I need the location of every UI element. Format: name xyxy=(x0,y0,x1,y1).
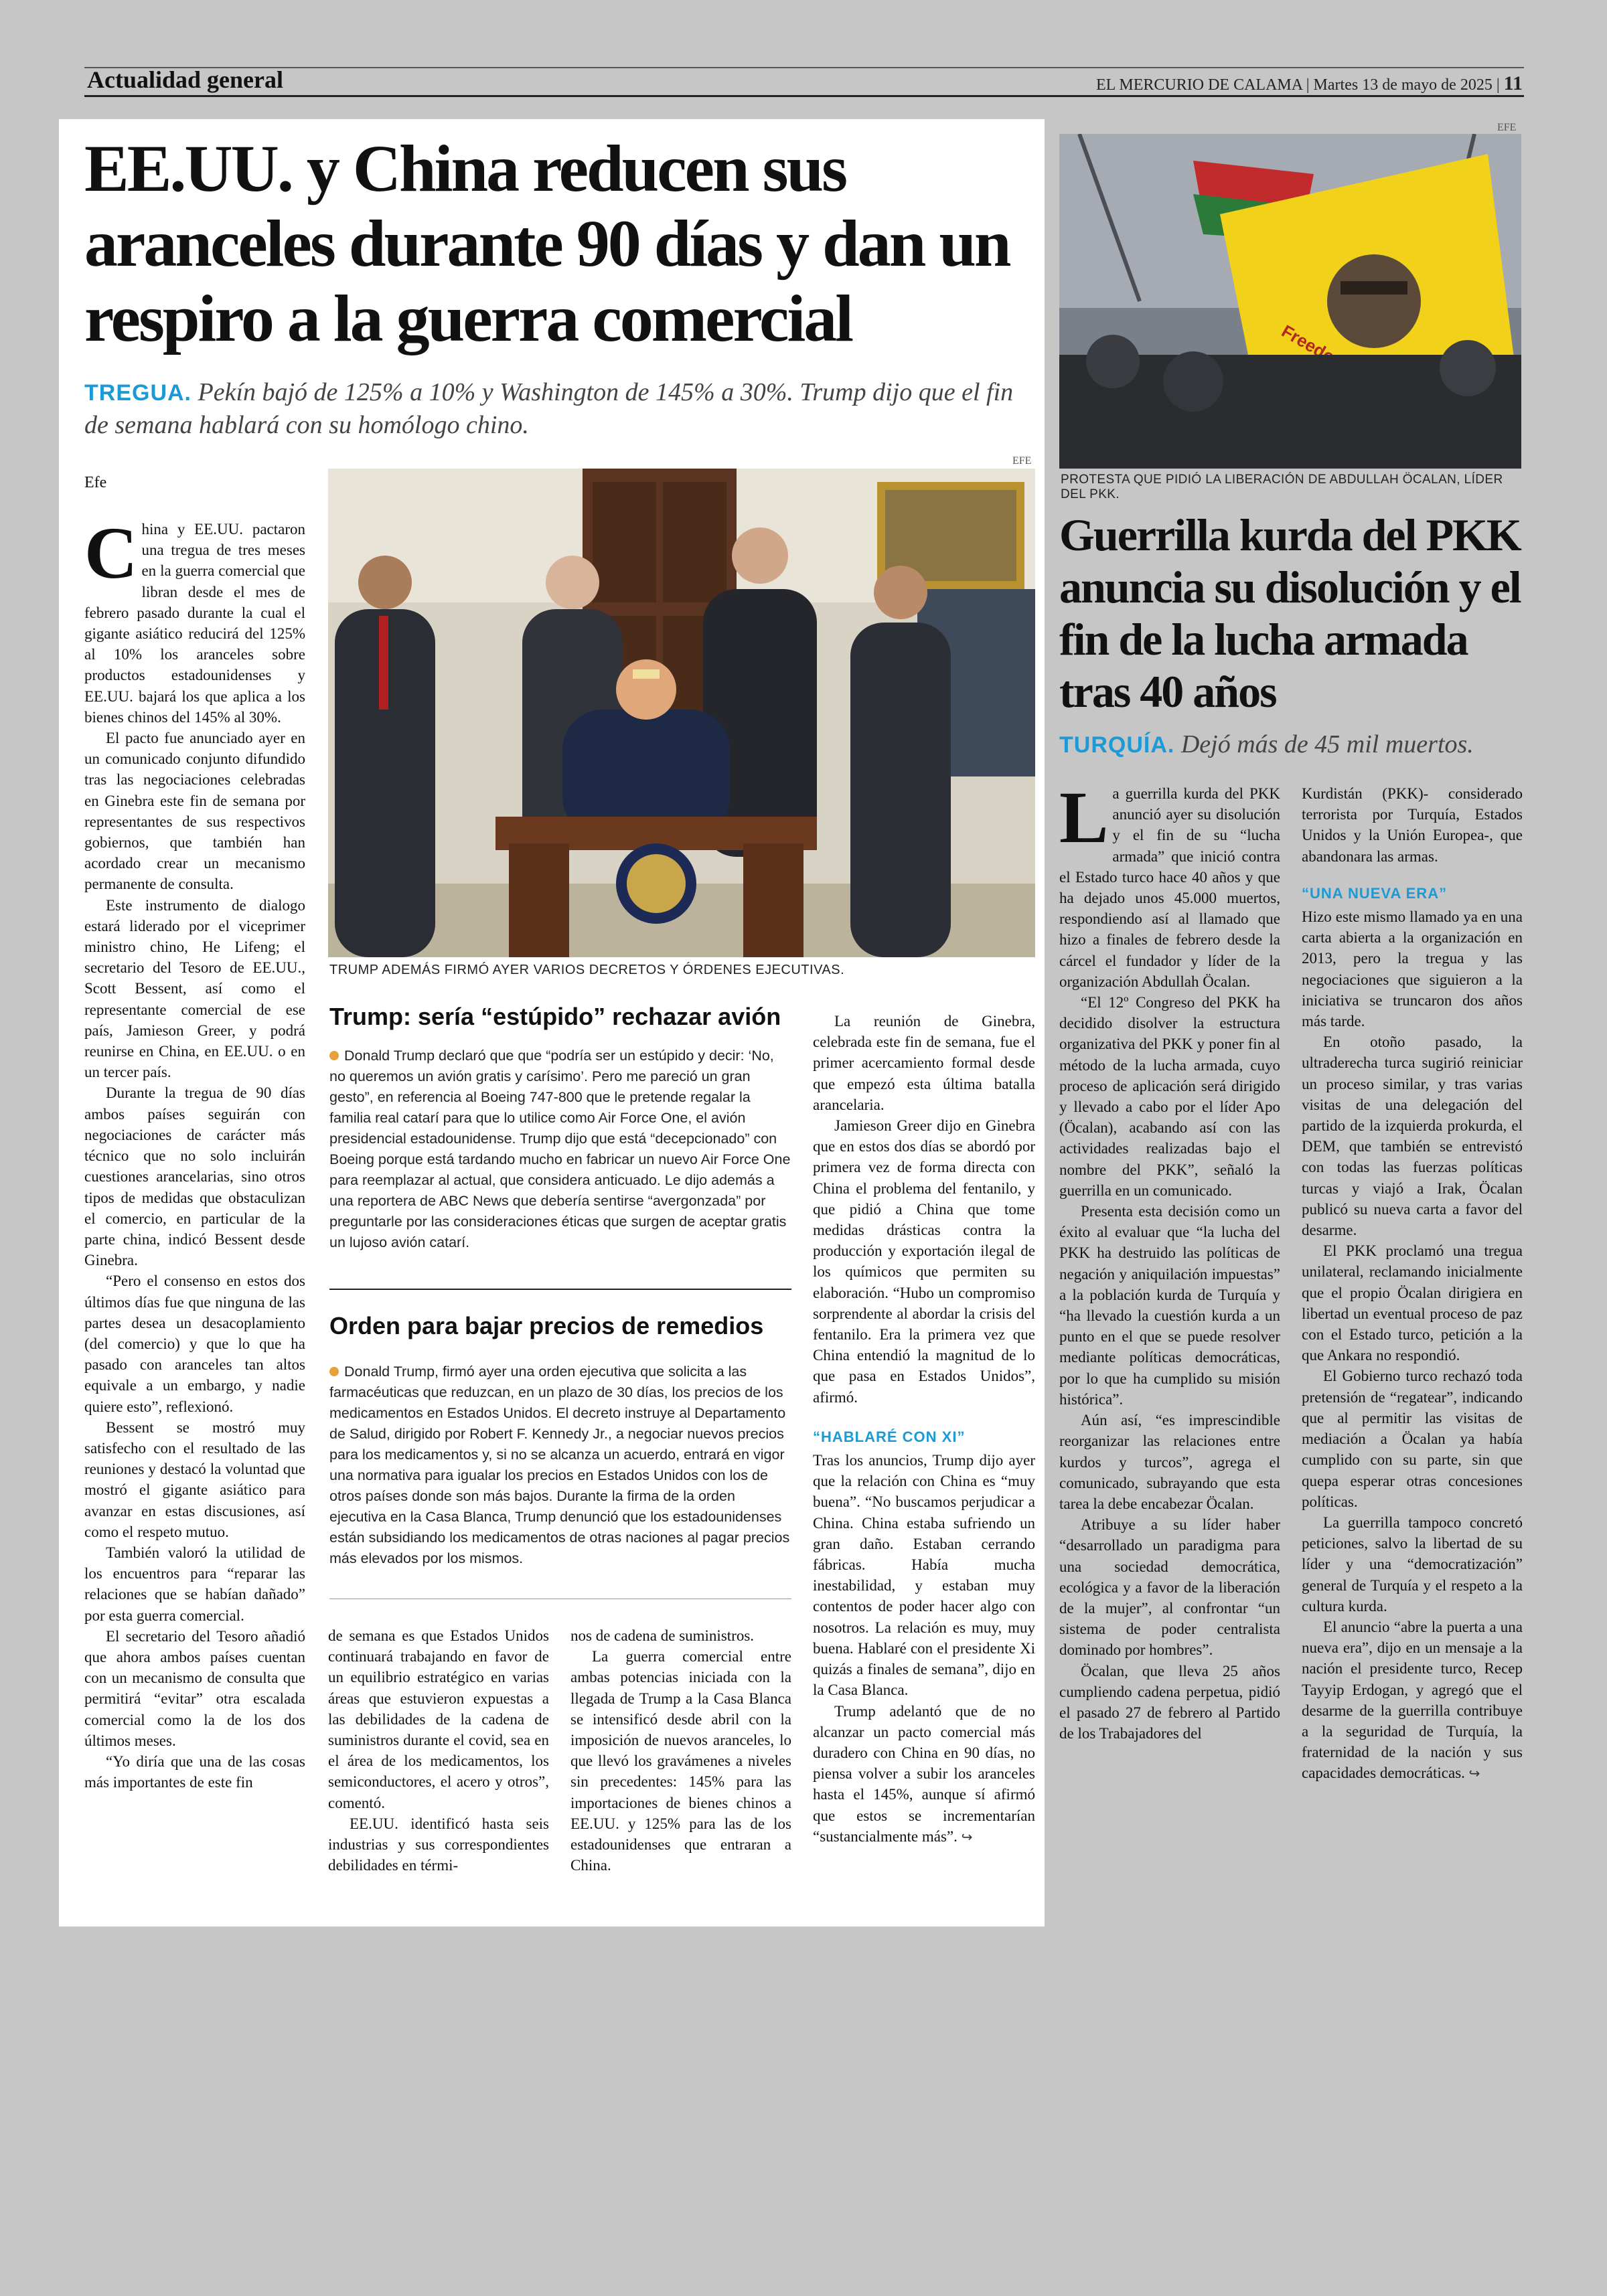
paragraph: Bessent se mostró muy satisfecho con el resultado de las reuniones y destacó la voluntad que mostró el gigante asiático para avanzar en estas discusiones, así como el respeto mutuo. xyxy=(84,1418,305,1540)
kurd-lede-text: Dejó más de 45 mil muertos. xyxy=(1180,730,1474,758)
paragraph: El PKK proclamó una tregua unilateral, reclamando inicialmente que el propio Öcalan dirigiera en libertad un eventual proceso de paz con el Estado turco, petición a la que Ankara no respondió. xyxy=(1302,1242,1523,1364)
protest-flag-image xyxy=(1059,134,1521,469)
paragraph: Aún así, “es imprescindible reorganizar las relaciones entre kurdos y turcos”, agrega el comunicado, subrayando que esta tarea la debe encabezar Öcalan. xyxy=(1059,1412,1280,1512)
kurd-column-2 xyxy=(1302,783,1523,1921)
paragraph xyxy=(84,519,305,728)
header-rule xyxy=(84,95,1524,97)
section-label: Actualidad general xyxy=(87,66,283,93)
main-column-3-bottom xyxy=(570,1625,791,1906)
paragraph xyxy=(813,1701,1035,1848)
paragraph-text: hina y EE.UU. pactaron una tregua de tres meses en la guerra comercial que libran desde el mes de febrero pasado durante la cual el gigante asiático reducirá del 125% al 10% los aranceles sobre productos estadounidenses y EE.UU. bajará los que aplica a los bienes chinos del 145% al 30%. xyxy=(84,521,305,726)
paragraph: Atribuye a su líder haber “desarrollado un paradigma para una sociedad democrática, ecológica y a favor de la liberación de la mujer”, al confrontar “un sistema de poder centralista dominado por hombres”. xyxy=(1059,1516,1280,1659)
end-mark-icon: ↪ xyxy=(961,1829,973,1845)
box-text: Donald Trump, firmó ayer una orden ejecutiva que solicita a las farmacéuticas que reduzcan, en un plazo de 30 días, los precios de los medicamentos en Estados Unidos. El decreto instruye al Departamento de Salud, dirigido por Robert F. Kennedy Jr., a negociar nuevos precios para los medicamentos y, si no se alcanza un acuerdo, entrará en vigor una normativa para igualar los precios en Estados Unidos con los de otros países donde son más bajos. Durante la firma de la orden ejecutiva en la Casa Blanca, Trump denunció que los estadounidenses están subsidiando los medicamentos de otras naciones al pagar precios más elevados por los mismos. xyxy=(329,1364,790,1566)
box-title-remedios: Orden para bajar precios de remedios xyxy=(329,1312,764,1339)
kurd-column-1 xyxy=(1059,783,1280,1921)
paragraph: “El 12º Congreso del PKK ha decidido disolver la estructura organizativa del PKK y poner fin al método de la lucha armada, cuyo proceso de aplicación será dirigido y llevado a cabo por el líder Apo (Öcalan), acabando así con las actividades realizadas bajo el nombre del PKK”, señaló la guerrilla en un comunicado. xyxy=(1059,994,1280,1199)
kurd-photo xyxy=(1059,134,1521,469)
kurd-photo-caption: PROTESTA QUE PIDIÓ LA LIBERACIÓN DE ABDULLAH ÖCALAN, LÍDER DEL PKK. xyxy=(1061,473,1503,501)
main-lede-text: Pekín bajó de 125% a 10% y Washington de 145% a 30%. Trump dijo que el fin de semana hablará con su homólogo chino. xyxy=(84,378,1014,439)
paragraph: Jamieson Greer dijo en Ginebra que en estos dos días se abordó por primera vez de forma directa con China el problema del fentanilo, y que pidió a China que tome medidas drásticas contra la producción y exportación ilegal de los químicos que permiten su elaboración. “Hubo un compromiso sorprendente al abordar la crisis del fentanilo. Era la primera vez que China entendió la magnitud de lo que pasa en Estados Unidos”, afirmó. xyxy=(813,1117,1035,1406)
subhead-hablare-con-xi: “HABLARÉ CON XI” xyxy=(813,1428,966,1445)
box-separator xyxy=(329,1289,791,1290)
paragraph-text: a guerrilla kurda del PKK anunció ayer su disolución y el fin de su “lucha armada” que inició contra el Estado turco hace 40 años y que ha dejado unos 45.000 muertos, respondiendo así al llamado que hizo a finales de febrero desde la cárcel el fundador y líder de la organización Abdullah Öcalan. xyxy=(1059,785,1280,990)
dropcap: L xyxy=(1059,783,1109,858)
paragraph: Kurdistán (PKK)- considerado terrorista por Turquía, Estados Unidos y la Unión Europea-, que abandonara las armas. xyxy=(1302,785,1523,865)
kurd-headline: Guerrilla kurda del PKK anuncia su disolución y el fin de la lucha armada tras 40 años xyxy=(1059,509,1521,717)
paragraph-text: Trump adelantó que de no alcanzar un pacto comercial más duradero con China en 90 días, no piensa volver a subir los aranceles hasta el 145%, aunque sí afirmó que estos se incrementarían “sustancialmente más”. xyxy=(813,1702,1035,1845)
main-photo xyxy=(328,469,1035,957)
box-bottom-rule xyxy=(329,1598,791,1599)
paragraph: Durante la tregua de 90 días ambos países seguirán con negociaciones de carácter más técnico que no solo incluirán cuestiones arancelarias, sino otros tipos de medidas que obstaculizan el comercio, en particular de la parte china, indicó Bessent desde Ginebra. xyxy=(84,1084,305,1269)
oval-office-signing-image xyxy=(328,469,1035,957)
box-text-avion xyxy=(329,1046,791,1287)
paragraph: Este instrumento de dialogo estará liderado por el viceprimer ministro chino, He Lifeng; el secretario del Tesoro de EE.UU., Scott Bessent, así como el representante comercial de ese país, Jamieson Greer, y podrá reunirse en China, en EE.UU. o en un tercer país. xyxy=(84,896,305,1081)
end-mark-icon: ↪ xyxy=(1468,1767,1480,1782)
paragraph: Hizo este mismo llamado ya en una carta abierta a la organización en 2013, pero la tregua y las negociaciones que siguieron a la iniciativa se truncaron dos años más tarde. xyxy=(1302,908,1523,1030)
paragraph xyxy=(1302,1617,1523,1785)
main-lede-kicker: TREGUA. xyxy=(84,380,192,406)
main-column-4 xyxy=(813,1011,1035,1901)
page-number: 11 xyxy=(1503,72,1523,94)
main-headline: EE.UU. y China reducen sus aranceles durante 90 días y dan un respiro a la guerra comercial xyxy=(84,131,1010,355)
paragraph: La guerra comercial entre ambas potencias iniciada con la llegada de Trump a la Casa Blanca se intensificó desde abril con la imposición de nuevos aranceles, lo que llevó los gravámenes a niveles sin precedentes: 145% para las importaciones de bienes chinos a EE.UU. y 125% para las de los estadounidenses que entraran a China. xyxy=(570,1648,791,1874)
main-lede xyxy=(84,376,1035,441)
main-column-2-bottom xyxy=(328,1625,549,1906)
paragraph: “Yo diría que una de las cosas más importantes de este fin xyxy=(84,1752,305,1791)
paragraph: El secretario del Tesoro añadió que ahora ambos países cuentan con un mecanismo de consulta que permitirá “evitar” otra escalada comercial como la de los dos últimos meses. xyxy=(84,1627,305,1749)
bullet-icon xyxy=(329,1051,339,1060)
byline: Efe xyxy=(84,474,107,491)
paragraph: Öcalan, que lleva 25 años cumpliendo cadena perpetua, pidió el pasado 27 de febrero al Partido de los Trabajadores del xyxy=(1059,1662,1280,1742)
paragraph: También valoró la utilidad de los encuentros para “reparar las relaciones que se habían dañado” por esta guerra comercial. xyxy=(84,1544,305,1624)
paragraph: Presenta esta decisión como un éxito al evaluar que “la lucha del PKK ha destruido las políticas de negación y aniquilación impuestas” a la población kurda de Turquía y “ha llevado la cuestión kurda a un punto en el que se puede resolver mediante políticas democráticas, por lo que ha cumplido su misión histórica”. xyxy=(1059,1203,1280,1408)
bullet-icon xyxy=(329,1367,339,1376)
paragraph xyxy=(1059,783,1280,992)
paragraph: La reunión de Ginebra, celebrada este fin de semana, fue el primer acercamiento formal desde que empezó esta última batalla arancelaria. xyxy=(813,1013,1035,1113)
photo-credit: EFE xyxy=(1012,455,1032,467)
kurd-photo-credit: EFE xyxy=(1497,122,1517,133)
kurd-lede xyxy=(1059,730,1528,759)
paragraph: EE.UU. identificó hasta seis industrias y sus correspondientes debilidades en térmi- xyxy=(328,1815,549,1874)
masthead-text: EL MERCURIO DE CALAMA | Martes 13 de mayo de 2025 | xyxy=(1095,76,1500,94)
box-text: Donald Trump declaró que que “podría ser un estúpido y decir: ‘No, no queremos un avión gratis y carísimo’. Pero me pareció un gran gesto”, en referencia al Boeing 747-800 que le pretende regalar la familia real catarí para que lo utilice como Air Force One, el avión presidencial estadounidense. Trump dijo que está “decepcionado” con Boeing porque está tardando mucho en fabricar un nuevo Air Force One para reemplazar al actual, que considera anticuado. Le dijo además a una reportera de ABC News que debería sentirse “avergonzada” por preguntarle por las consideraciones éticas que surgen de aceptar gratis un lujoso avión catarí. xyxy=(329,1048,791,1250)
subhead-una-nueva-era: “UNA NUEVA ERA” xyxy=(1302,884,1448,902)
paragraph: “Pero el consenso en estos dos últimos días fue que ninguna de las partes desea un desacoplamiento (del comercio) y que lo que ha pasado con aranceles tan altos equivale a un embargo, y nadie quiere esto”, reflexionó. xyxy=(84,1273,305,1415)
box-title-avion: Trump: sería “estúpido” rechazar avión xyxy=(329,1003,781,1030)
paragraph: Tras los anuncios, Trump dijo ayer que la relación con China es “muy buena”. “No buscamos perjudicar a China. China estaba sufriendo un gran daño. Estaban cerrando fábricas. Había mucha inestabilidad, y estaban muy contentos de poder hacer algo con nosotros. La relación es muy, muy buena. Hablaré con el presidente Xi quizás a finales de semana”, dijo en la Casa Blanca. xyxy=(813,1452,1035,1699)
paragraph: El pacto fue anunciado ayer en un comunicado conjunto difundido tras las negociaciones celebradas en Ginebra este fin de semana por representantes de sus respectivos gobiernos, que también han acordado crear un mecanismo permanente de consulta. xyxy=(84,730,305,893)
paragraph: La guerrilla tampoco concretó peticiones, salvo la libertad de su líder y una “democratización” general de Turquía y el respeto a la cultura kurda. xyxy=(1302,1513,1523,1615)
dropcap: C xyxy=(84,519,138,594)
paragraph: nos de cadena de suministros. xyxy=(570,1627,755,1644)
masthead xyxy=(1096,72,1523,95)
main-column-1 xyxy=(84,519,305,1911)
paragraph: En otoño pasado, la ultraderecha turca sugirió reiniciar un proceso similar, y tras varias visitas de una delegación del partido de la izquierda prokurda, el DEM, que también se entrevistó con todas las fuerzas políticas turcas y viajó a Irak, Öcalan publicó su nueva carta a favor del desarme. xyxy=(1302,1034,1523,1239)
header-rule-top xyxy=(84,67,1524,68)
kurd-lede-kicker: TURQUÍA. xyxy=(1059,732,1175,758)
paragraph: El Gobierno turco rechazó toda pretensión de “regatear”, indicando que al permitir las visitas de mediación a Öcalan ya había cumplido con su parte, sin que quepa esperar otras concesiones políticas. xyxy=(1302,1368,1523,1510)
paragraph-text: El anuncio “abre la puerta a una nueva era”, dijo en un mensaje a la nación el presidente turco, Recep Tayyip Erdogan, y agregó que el desarme de la guerrilla contribuye a la seguridad de Turquía, la fraternidad de la nación y sus capacidades democráticas. xyxy=(1302,1618,1523,1782)
box-text-remedios xyxy=(329,1362,791,1589)
main-photo-caption: TRUMP ADEMÁS FIRMÓ AYER VARIOS DECRETOS Y ÓRDENES EJECUTIVAS. xyxy=(329,963,845,977)
paragraph: de semana es que Estados Unidos continuará trabajando en favor de un equilibrio estratégico en varias áreas que estuvieron expuestas a las debilidades de la cadena de suministros durante el covid, sea en el área de los medicamentos, los semiconductores, el acero y otros”, comentó. xyxy=(328,1627,549,1811)
